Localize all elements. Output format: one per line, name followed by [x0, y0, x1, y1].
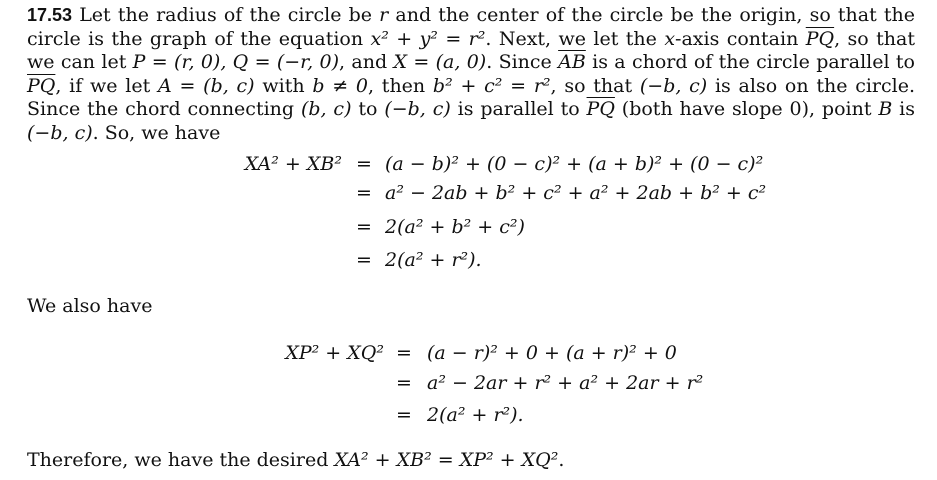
- equation-1-row-3-rel: =: [356, 216, 372, 238]
- text-segment: Let the radius of the circle be: [79, 4, 380, 26]
- math-expression: X = (a, 0): [393, 51, 487, 73]
- text-segment: and the center of the circle be the origin, so that the circle is the graph of the equation: [27, 4, 915, 50]
- equation-1-row-3-rhs: 2(a² + b² + c²): [385, 216, 525, 238]
- text-segment: -axis contain: [675, 27, 806, 50]
- equation-1-row-2-rhs: a² − 2ab + b² + c² + a² + 2ab + b² + c²: [385, 182, 767, 204]
- segment-ab: $\overline{AB}$: [558, 51, 586, 73]
- math-variable: B: [878, 98, 893, 120]
- equation-block-2: [0, 337, 937, 437]
- math-variable: r: [379, 4, 389, 26]
- math-variable: x: [664, 27, 676, 50]
- text-segment: . So, we have: [92, 121, 221, 144]
- text-segment: is also on the circle. Since the chord connecting: [27, 74, 915, 120]
- math-expression: P = (r, 0), Q = (−r, 0): [132, 51, 340, 73]
- math-expression: (−b, c): [639, 74, 708, 97]
- equation-2-row-1-rhs: (a − r)² + 0 + (a + r)² + 0: [427, 342, 677, 364]
- conclusion-sentence: [27, 449, 564, 471]
- math-expression: b² + c² = r²: [432, 74, 551, 97]
- text-segment: , so that: [550, 74, 640, 97]
- conclusion-period: .: [558, 449, 565, 471]
- math-expression: A = (b, c): [158, 74, 255, 97]
- text-segment: to: [351, 98, 385, 120]
- equation-1-lhs: XA² + XB²: [244, 153, 342, 175]
- segment-pq: $\overline{PQ}$: [805, 27, 835, 50]
- text-segment: , if we let: [55, 74, 159, 97]
- math-expression: x² + y² = r²: [370, 27, 486, 50]
- text-segment: , then: [368, 74, 433, 97]
- text-segment: is a chord of the circle parallel to: [585, 51, 915, 73]
- conclusion-text: Therefore, we have the desired: [27, 449, 335, 471]
- equation-1-row-1-rhs: (a − b)² + (0 − c)² + (a + b)² + (0 − c)²: [385, 153, 764, 175]
- problem-number: 17.53: [27, 5, 73, 25]
- conclusion-math: XA² + XB² = XP² + XQ²: [334, 449, 559, 471]
- equation-2-row-2-rhs: a² − 2ar + r² + a² + 2ar + r²: [427, 372, 704, 394]
- segment-pq: $\overline{PQ}$: [586, 98, 615, 120]
- equation-1-row-4-rhs: 2(a² + r²).: [385, 249, 482, 271]
- equation-1-row-4-rel: =: [356, 249, 372, 271]
- equation-2-row-2-rel: =: [396, 372, 412, 394]
- text-segment: (both have slope 0), point: [614, 98, 879, 120]
- equation-1-row-1-rel: =: [356, 153, 372, 175]
- text-segment: , and: [339, 51, 394, 73]
- text-segment: is parallel to: [450, 98, 587, 120]
- segment-pq: $\overline{PQ}$: [27, 74, 56, 97]
- text-segment: , so that we can let: [27, 27, 915, 73]
- math-expression: (−b, c): [384, 98, 451, 120]
- math-expression: (b, c): [300, 98, 352, 120]
- intro-paragraph: [27, 4, 915, 145]
- equation-2-row-3-rhs: 2(a² + r²).: [427, 404, 524, 426]
- math-expression: (−b, c): [27, 121, 93, 144]
- equation-1-row-2-rel: =: [356, 182, 372, 204]
- text-segment: . Since: [486, 51, 559, 73]
- we-also-have-text: We also have: [27, 295, 153, 317]
- equation-2-row-1-rel: =: [396, 342, 412, 364]
- equation-2-row-3-rel: =: [396, 404, 412, 426]
- solution-page: [27, 4, 915, 145]
- text-segment: is: [892, 98, 916, 120]
- math-expression: b ≠ 0: [312, 74, 369, 97]
- text-segment: . Next, we let the: [485, 27, 665, 50]
- equation-block-1: [0, 148, 937, 278]
- equation-2-lhs: XP² + XQ²: [285, 342, 384, 364]
- text-segment: with: [254, 74, 313, 97]
